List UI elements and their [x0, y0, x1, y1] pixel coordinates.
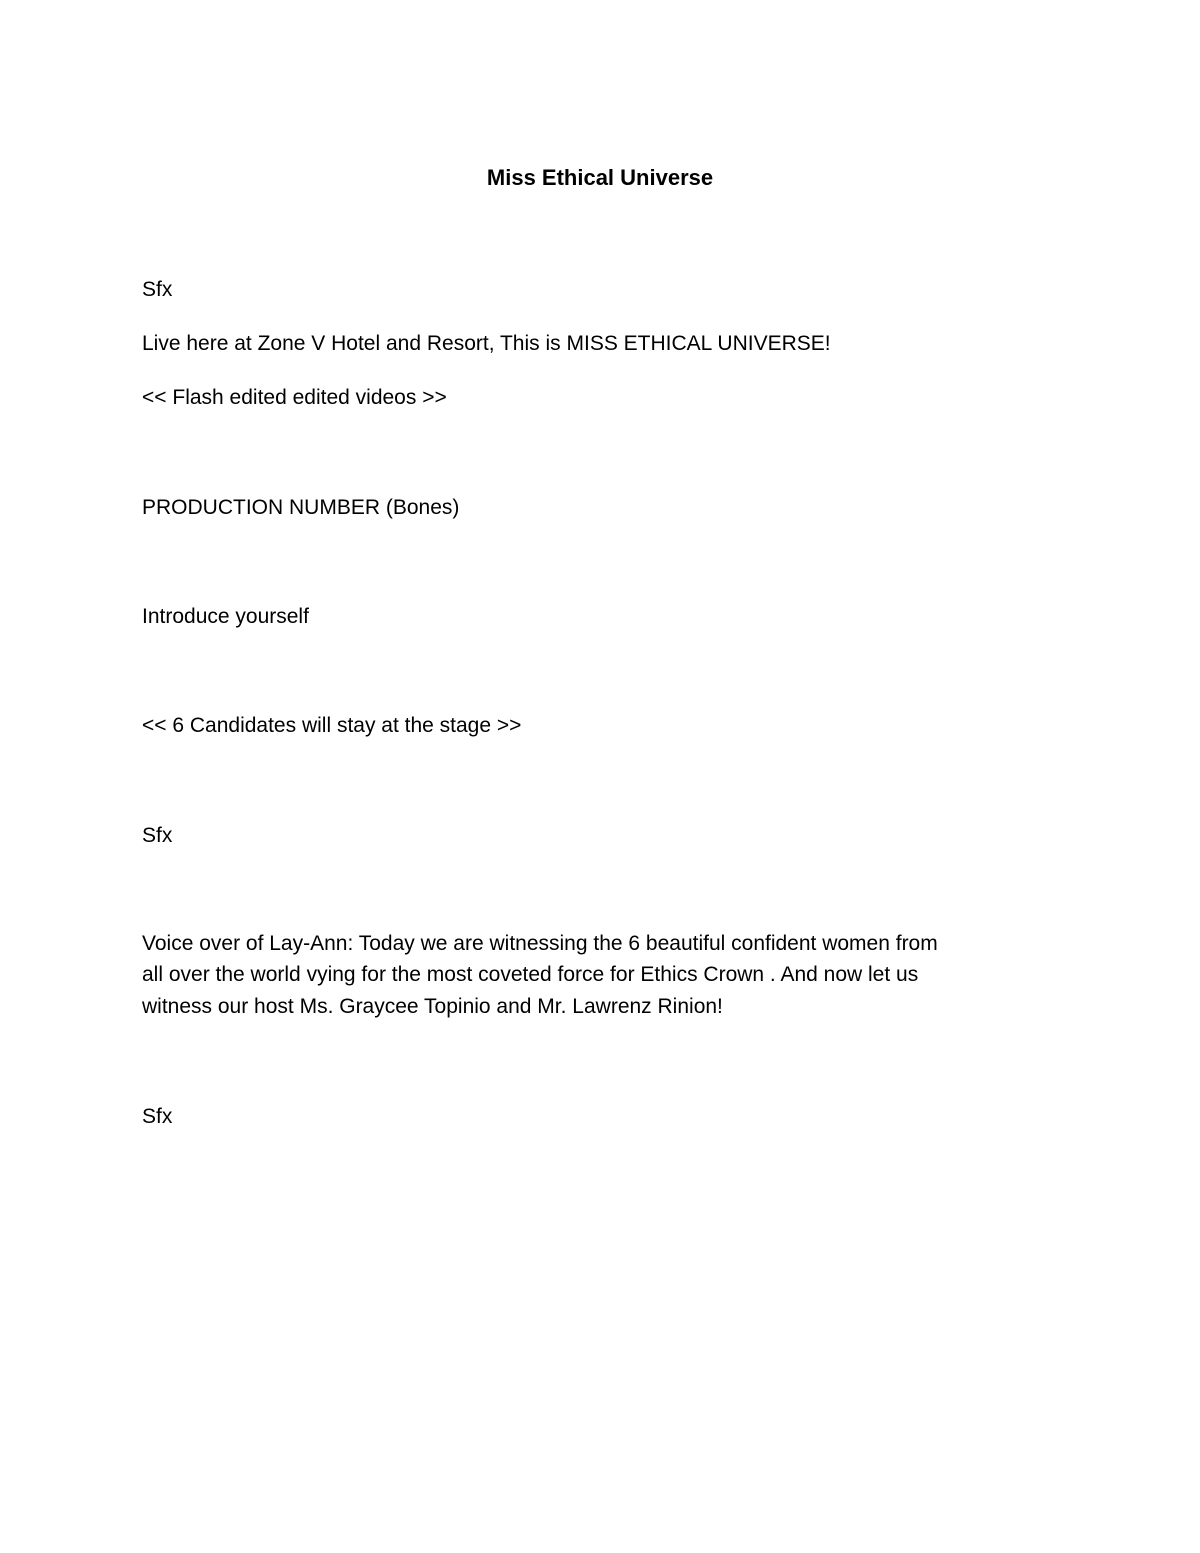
candidates-line: << 6 Candidates will stay at the stage >> — [142, 714, 522, 737]
voice-over-line: Voice over of Lay-Ann: Today we are witnessing the 6 beautiful confident women from — [142, 932, 938, 955]
sfx-line-3: Sfx — [142, 1105, 173, 1128]
voice-over-line: all over the world vying for the most coveted force for Ethics Crown . And now let us — [142, 963, 919, 987]
introduce-yourself-line: Introduce yourself — [142, 605, 309, 628]
voice-over-paragraph — [142, 928, 1062, 1022]
voice-over-line: witness our host Ms. Graycee Topinio and Mr. Lawrenz Rinion! — [142, 994, 723, 1018]
document-title: Miss Ethical Universe — [486, 165, 714, 190]
intro-line: Live here at Zone V Hotel and Resort, This is MISS ETHICAL UNIVERSE! — [142, 332, 831, 355]
production-number-line: PRODUCTION NUMBER (Bones) — [142, 496, 460, 519]
flash-videos-line: << Flash edited edited videos >> — [142, 386, 447, 409]
sfx-line-1: Sfx — [142, 278, 173, 301]
sfx-line-2: Sfx — [142, 824, 173, 847]
